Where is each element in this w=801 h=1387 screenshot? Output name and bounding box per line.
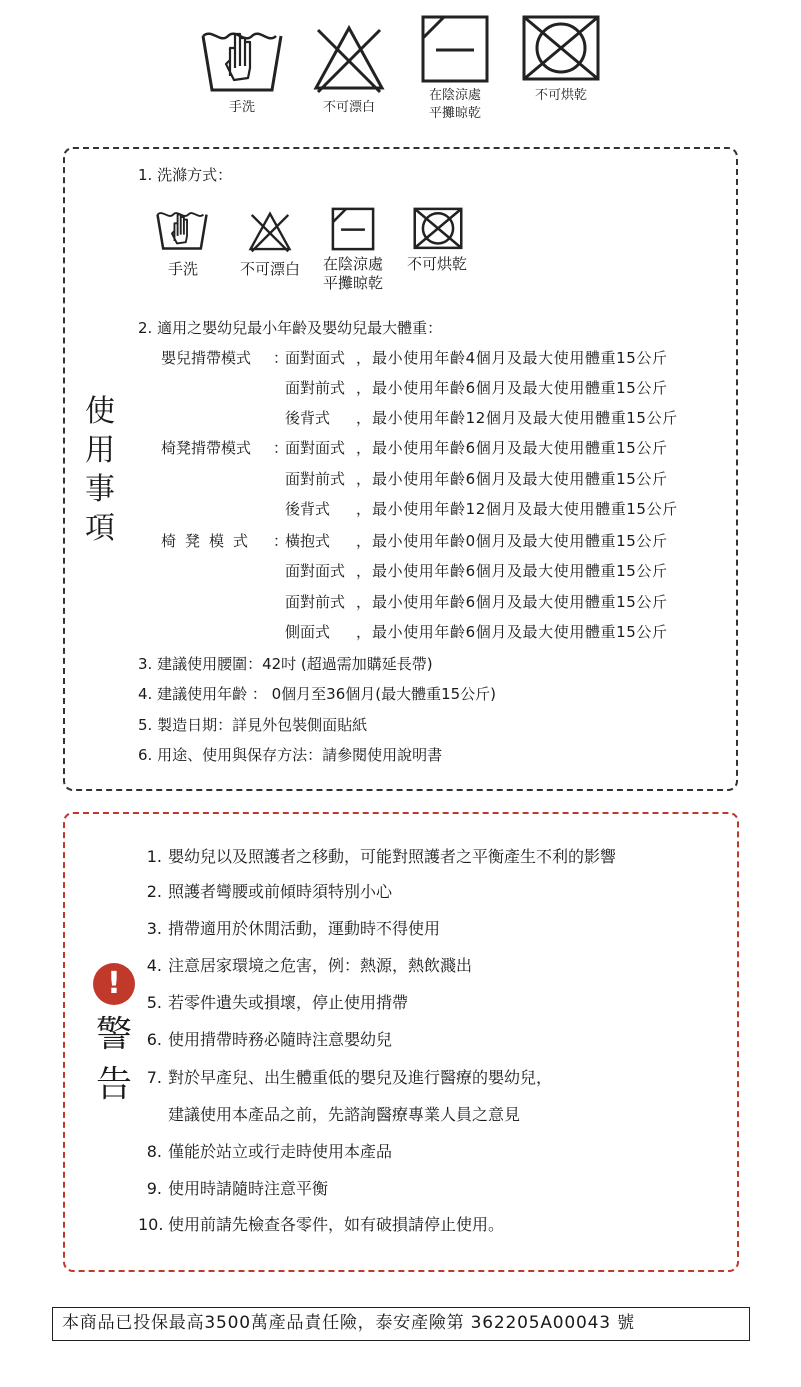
spec-desc: 最小使用年齡6個月及最大使用體重15公斤 xyxy=(372,439,668,457)
warning-item: 6. 使用揹帶時務必隨時注意嬰幼兒 xyxy=(146,1030,393,1049)
spec-desc: 最小使用年齡6個月及最大使用體重15公斤 xyxy=(372,470,668,488)
usage-item-1: 1. 洗滌方式： xyxy=(138,166,233,184)
sub-mode: 面對前式 xyxy=(285,593,346,611)
mode-label: 椅凳模式 xyxy=(161,532,258,550)
insurance-notice: 本商品已投保最高3500萬產品責任險，泰安產險第 362205A00043 號 xyxy=(52,1307,750,1341)
sub-mode: 面對面式 xyxy=(285,562,346,580)
spec-desc: 最小使用年齡12個月及最大使用體重15公斤 xyxy=(372,500,678,518)
spec-desc: 最小使用年齡6個月及最大使用體重15公斤 xyxy=(372,379,668,397)
sub-mode: 面對前式 xyxy=(285,379,346,397)
sub-mode: 橫抱式 xyxy=(285,532,331,550)
usage-item-6: 6. 用途、使用與保存方法：請參閱使用說明書 xyxy=(138,746,443,764)
warning-item: 10. 使用前請先檢查各零件，如有破損請停止使用。 xyxy=(138,1215,505,1234)
no-bleach-small-icon xyxy=(247,210,293,254)
hand-wash-small-icon xyxy=(155,207,209,251)
mode-label: 嬰兒揹帶模式 xyxy=(161,349,252,367)
spec-desc: 最小使用年齡0個月及最大使用體重15公斤 xyxy=(372,532,668,550)
care-icons-top xyxy=(0,14,801,124)
warning-item: 1. 嬰幼兒以及照護者之移動，可能對照護者之平衡產生不利的影響 xyxy=(146,847,617,866)
dry-flat-shade-small-label-2: 平攤晾乾 xyxy=(322,274,383,292)
warning-item: 9. 使用時請隨時注意平衡 xyxy=(146,1179,329,1198)
warning-title: 警 告 xyxy=(95,1014,132,1105)
spec-desc: 最小使用年齡6個月及最大使用體重15公斤 xyxy=(372,623,668,641)
no-tumble-dry-label: 不可烘乾 xyxy=(534,88,587,103)
sub-mode: 側面式 xyxy=(285,623,331,641)
spec-desc: 最小使用年齡6個月及最大使用體重15公斤 xyxy=(372,562,668,580)
sub-mode: 面對面式 xyxy=(285,349,346,367)
spec-desc: 最小使用年齡6個月及最大使用體重15公斤 xyxy=(372,593,668,611)
dry-flat-shade-small-label-1: 在陰涼處 xyxy=(322,255,383,273)
warning-item: 7. 對於早產兒、出生體重低的嬰兒及進行醫療的嬰幼兒， xyxy=(146,1068,553,1087)
no-tumble-dry-small-label: 不可烘乾 xyxy=(406,255,467,273)
no-tumble-dry-small-icon xyxy=(412,207,464,251)
warning-item: 8. 僅能於站立或行走時使用本產品 xyxy=(146,1142,393,1161)
sub-mode: 後背式 xyxy=(285,500,331,518)
exclamation-icon: ! xyxy=(93,963,135,1005)
usage-item-2: 2. 適用之嬰幼兒最小年齡及嬰幼兒最大體重： xyxy=(138,319,443,337)
hand-wash-small-label: 手洗 xyxy=(167,260,198,278)
warning-item: 3. 揹帶適用於休閒活動，運動時不得使用 xyxy=(146,919,441,938)
no-bleach-icon xyxy=(310,22,388,96)
sub-mode: 面對前式 xyxy=(285,470,346,488)
no-bleach-label: 不可漂白 xyxy=(322,100,375,115)
spec-desc: 最小使用年齡4個月及最大使用體重15公斤 xyxy=(372,349,668,367)
usage-item-3: 3. 建議使用腰圍：42吋 (超過需加購延長帶) xyxy=(138,655,433,673)
usage-item-4: 4. 建議使用年齡 ： 0個月至36個月(最大體重15公斤) xyxy=(138,685,497,703)
sub-mode: 後背式 xyxy=(285,409,331,427)
warning-item: 2. 照護者彎腰或前傾時須特別小心 xyxy=(146,882,393,901)
usage-title: 使 用 事 項 xyxy=(85,394,115,546)
spec-desc: 最小使用年齡12個月及最大使用體重15公斤 xyxy=(372,409,678,427)
warning-item: 4. 注意居家環境之危害，例：熱源，熱飲濺出 xyxy=(146,956,473,975)
dry-flat-shade-icon xyxy=(420,14,490,86)
no-tumble-dry-icon xyxy=(520,14,602,84)
hand-wash-label: 手洗 xyxy=(228,100,255,115)
dry-flat-shade-label-2: 平攤晾乾 xyxy=(428,106,481,121)
dry-flat-shade-small-icon xyxy=(331,207,375,251)
warning-item: 5. 若零件遺失或損壞，停止使用揹帶 xyxy=(146,993,409,1012)
mode-label: 椅凳揹帶模式 xyxy=(161,439,252,457)
no-bleach-small-label: 不可漂白 xyxy=(239,260,300,278)
usage-item-5: 5. 製造日期：詳見外包裝側面貼紙 xyxy=(138,716,368,734)
sub-mode: 面對面式 xyxy=(285,439,346,457)
hand-wash-icon xyxy=(200,18,284,98)
warning-item: 建議使用本產品之前，先諮詢醫療專業人員之意見 xyxy=(168,1105,521,1124)
dry-flat-shade-label-1: 在陰涼處 xyxy=(428,88,481,103)
